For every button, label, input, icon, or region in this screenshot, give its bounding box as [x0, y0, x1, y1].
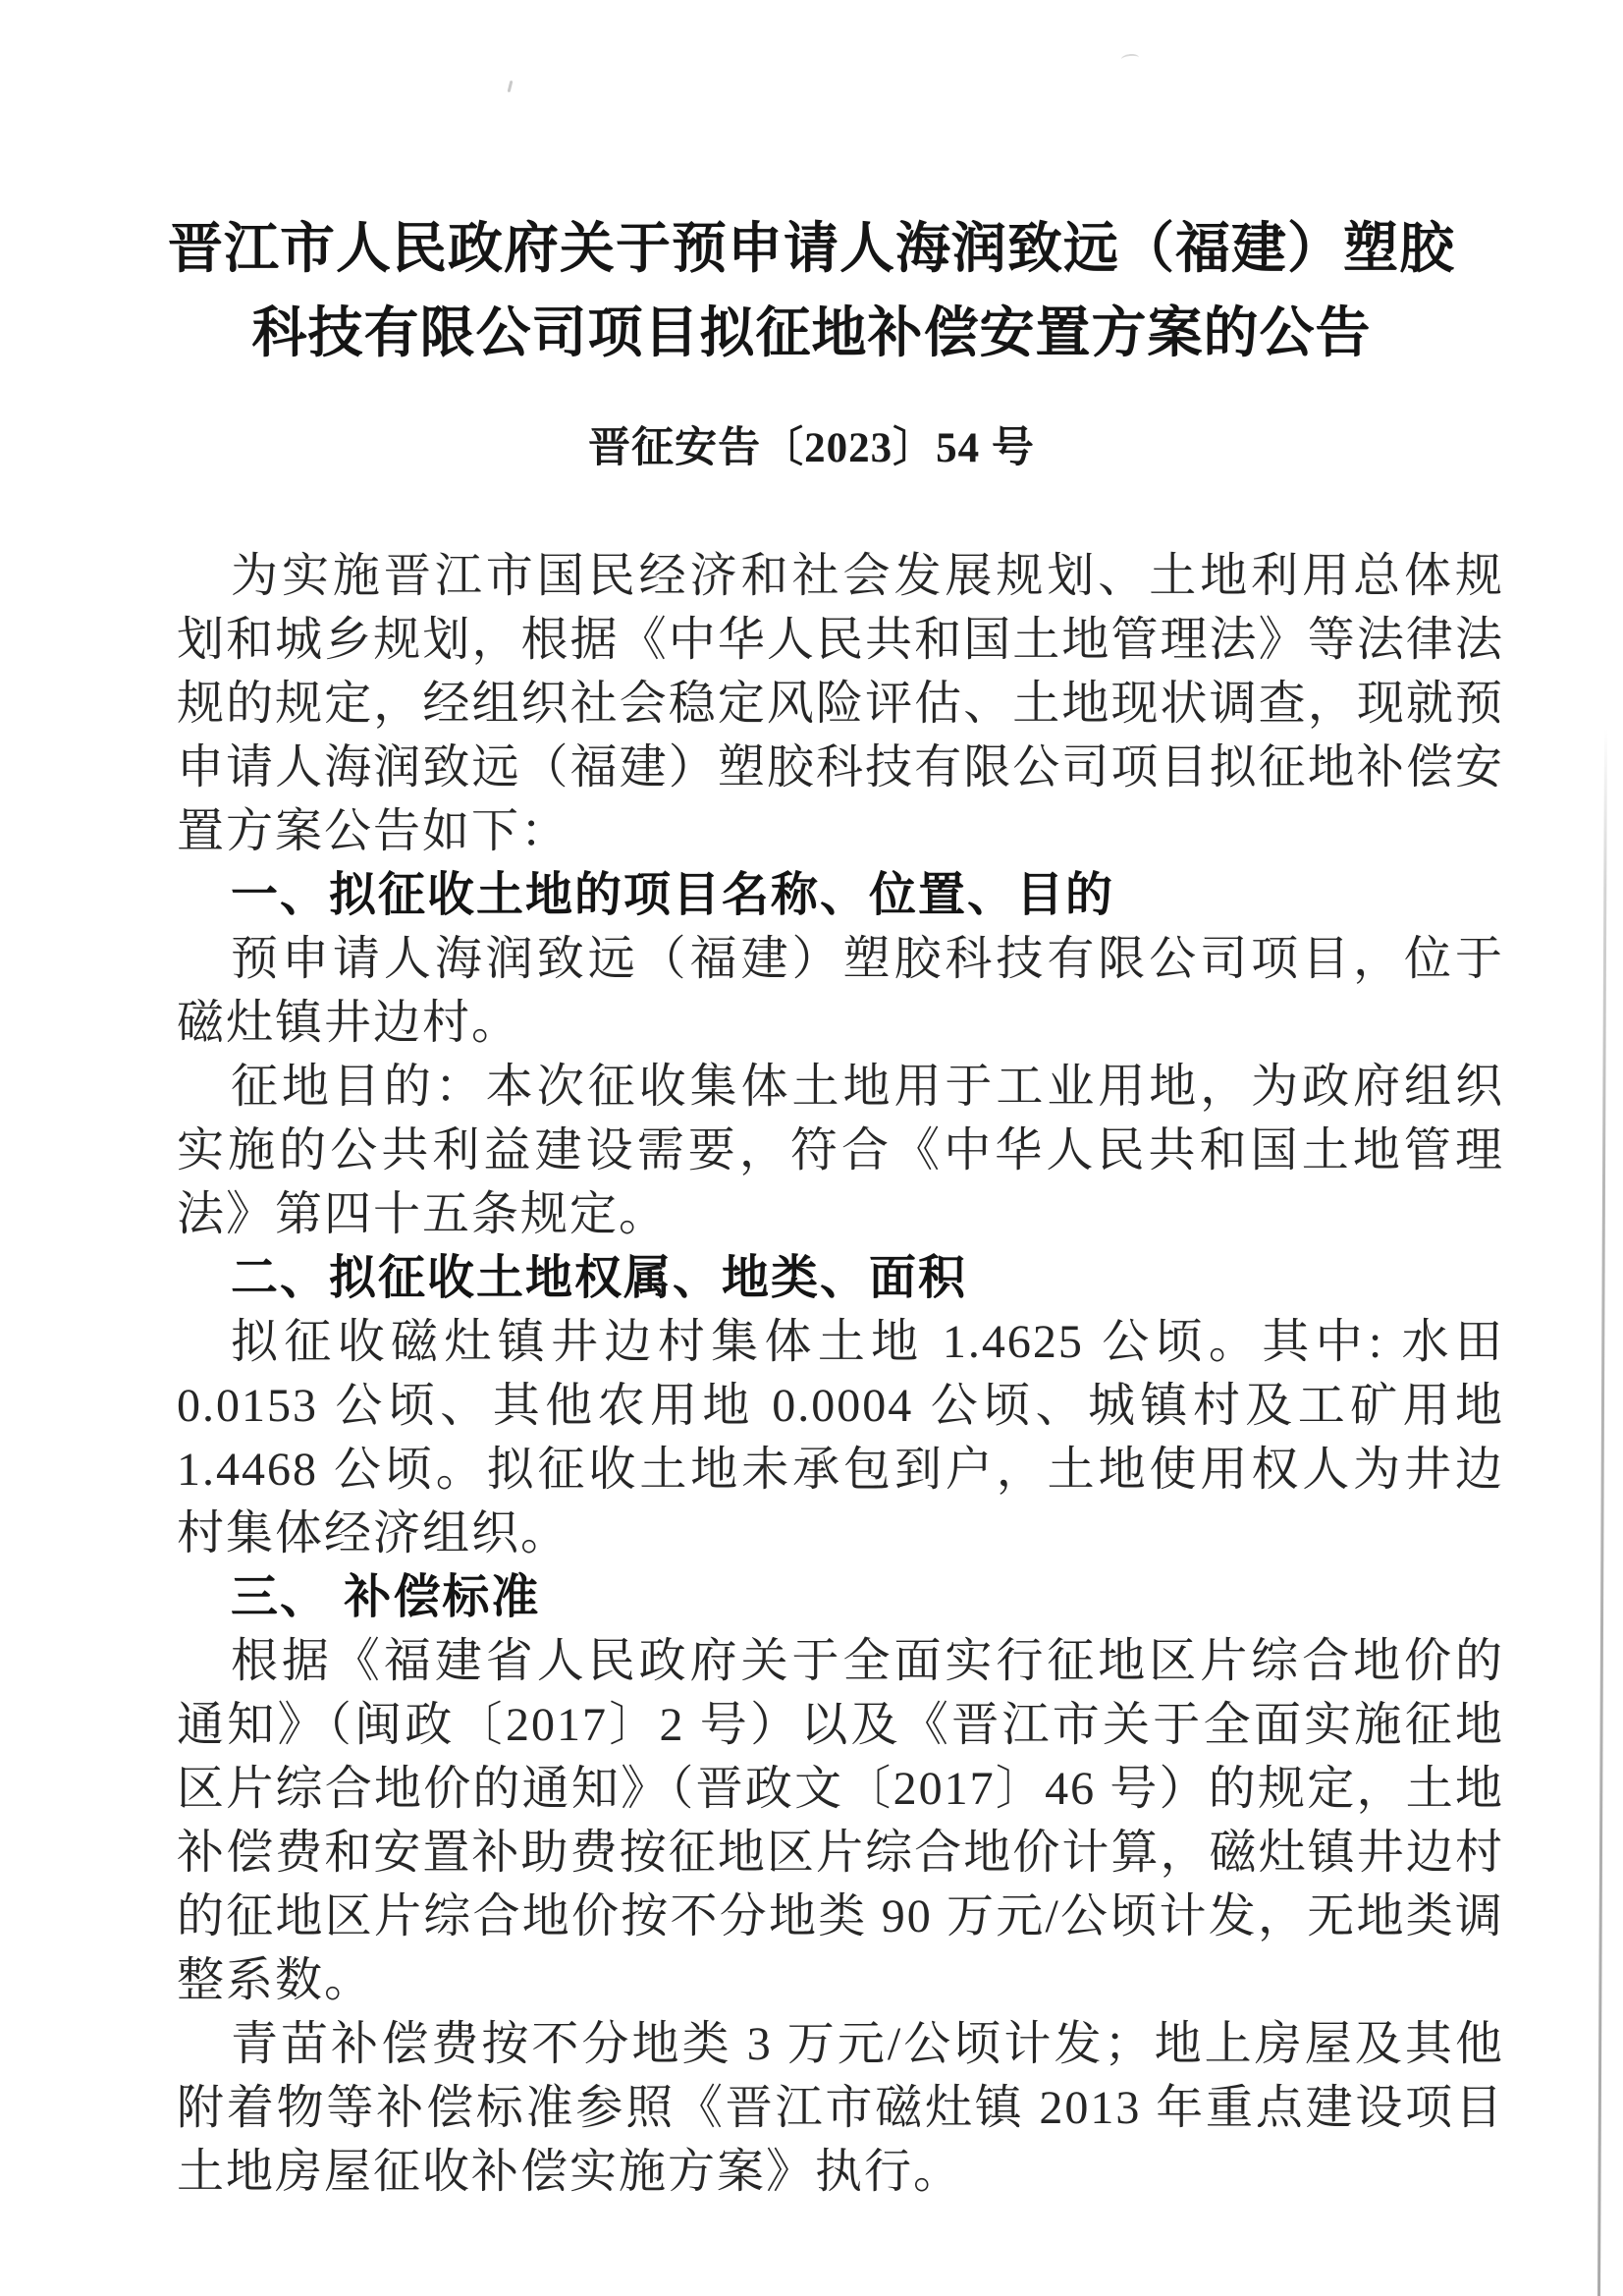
scan-edge-line: [1597, 729, 1607, 2296]
section-3-paragraph-1: 根据《福建省人民政府关于全面实行征地区片综合地价的通知》（闽政〔2017〕2 号）以及《晋江市关于全面实施征地区片综合地价的通知》（晋政文〔2017〕46 号）的规定，土地补偿费和安置补助费按征地区片综合地价计算，磁灶镇井边村的征地区片综合地价按不分地类 90 万元/公顷计发，无地类调整系数。: [177, 1635, 1504, 2006]
document-title-line-1: 晋江市人民政府关于预申请人海润致远（福建）塑胶: [168, 217, 1455, 279]
intro-paragraph: 为实施晋江市国民经济和社会发展规划、土地利用总体规划和城乡规划，根据《中华人民共和国土地管理法》等法律法规的规定，经组织社会稳定风险评估、土地现状调查，现就预申请人海润致远（福建）塑胶科技有限公司项目拟征地补偿安置方案公告如下：: [177, 550, 1504, 857]
section-3-paragraph-2: 青苗补偿费按不分地类 3 万元/公顷计发；地上房屋及其他附着物等补偿标准参照《晋江市磁灶镇 2013 年重点建设项目土地房屋征收补偿实施方案》执行。: [177, 2018, 1504, 2198]
scan-speck: [1121, 53, 1140, 64]
section-2-paragraph-1: 拟征收磁灶镇井边村集体土地 1.4625 公顷。其中: 水田 0.0153 公顷、其他农用地 0.0004 公顷、城镇村及工矿用地 1.4468 公顷。拟征收土地未承包到户，土地使用权人为井边村集体经济组织。: [177, 1316, 1504, 1559]
section-1-paragraph-2: 征地目的：本次征收集体土地用于工业用地，为政府组织实施的公共利益建设需要，符合《中华人民共和国土地管理法》第四十五条规定。: [177, 1061, 1504, 1240]
section-1-paragraph-1: 预申请人海润致远（福建）塑胶科技有限公司项目，位于磁灶镇井边村。: [177, 933, 1504, 1049]
section-heading-3: 三、 补偿标准: [231, 1571, 541, 1623]
document-title: [59, 206, 1564, 375]
document-body: [177, 544, 1504, 2204]
section-heading-2: 二、拟征收土地权属、地类、面积: [231, 1252, 968, 1304]
document-number: 晋征安告〔2023〕54 号: [588, 425, 1035, 471]
scan-speck: [508, 81, 514, 92]
document-title-line-2: 科技有限公司项目拟征地补偿安置方案的公告: [251, 301, 1372, 363]
section-heading-1: 一、拟征收土地的项目名称、位置、目的: [231, 869, 1115, 921]
